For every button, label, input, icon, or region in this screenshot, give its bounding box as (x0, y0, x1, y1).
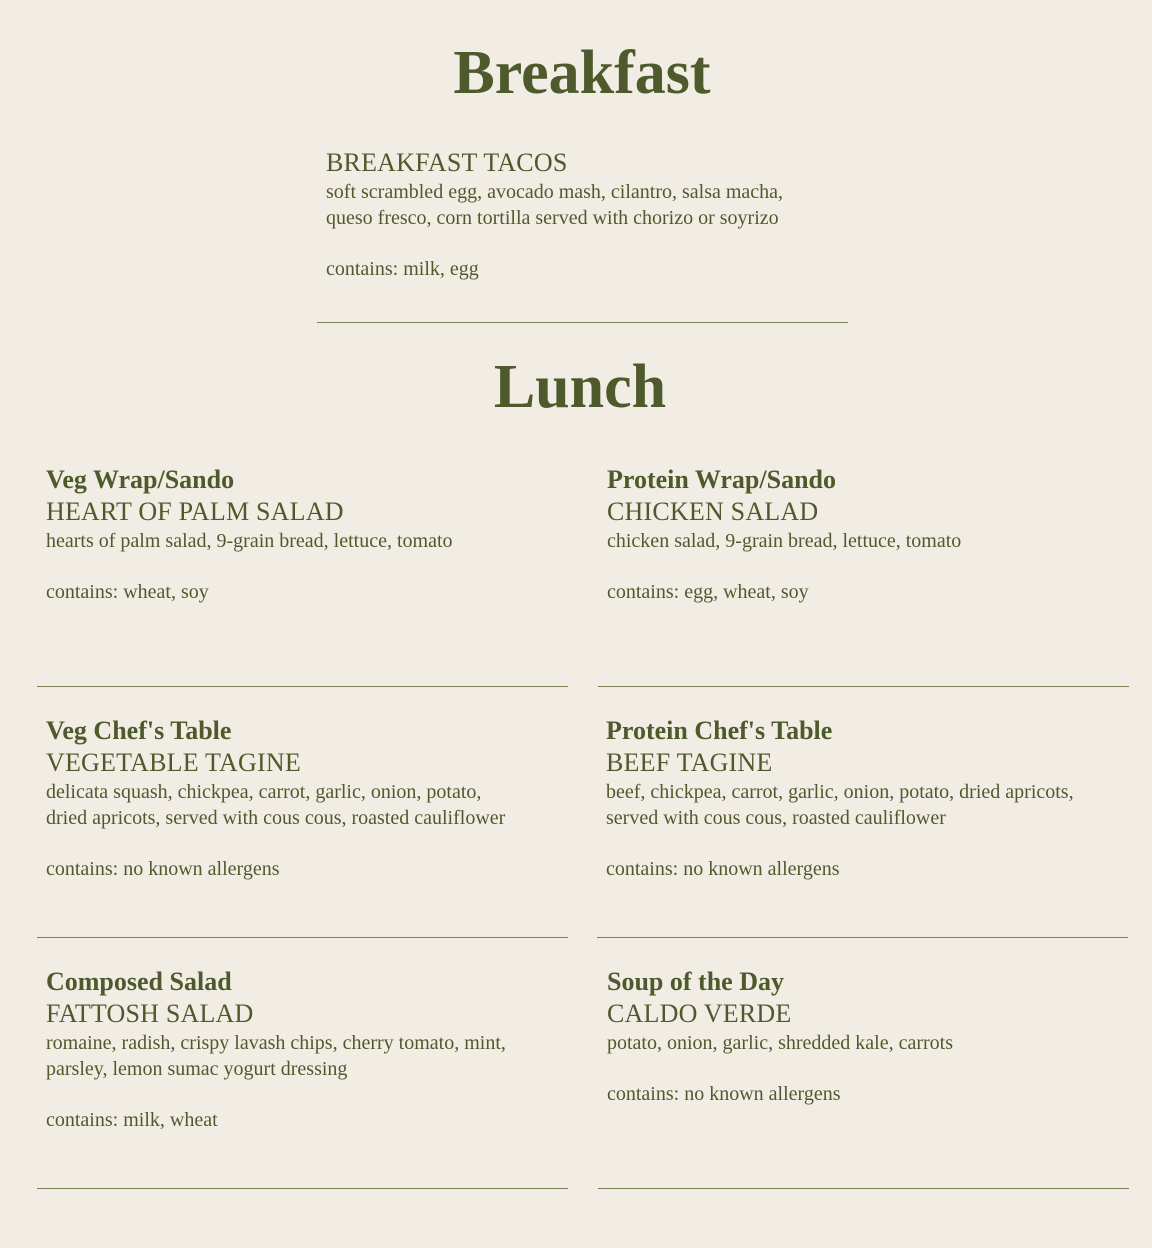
divider (597, 937, 1128, 938)
item-category: Veg Chef's Table (46, 716, 232, 745)
description-line: parsley, lemon sumac yogurt dressing (46, 1058, 348, 1080)
dish-name: CHICKEN SALAD (607, 497, 819, 526)
description-line: romaine, radish, crispy lavash chips, cherry tomato, mint, (46, 1032, 506, 1054)
allergen-note: contains: no known allergens (607, 1083, 841, 1105)
item-category: Soup of the Day (607, 967, 784, 996)
item-category: Veg Wrap/Sando (46, 465, 235, 494)
description-line: queso fresco, corn tortilla served with chorizo or soyrizo (326, 207, 779, 229)
description-line: soft scrambled egg, avocado mash, cilantro, salsa macha, (326, 181, 784, 203)
divider (317, 322, 848, 323)
dish-description (607, 1030, 953, 1056)
description-line: beef, chickpea, carrot, garlic, onion, potato, dried apricots, (606, 781, 1074, 803)
dish-description (46, 779, 505, 831)
breakfast-heading: Breakfast (453, 39, 711, 107)
dish-name: HEART OF PALM SALAD (46, 497, 344, 526)
dish-name: CALDO VERDE (607, 999, 792, 1028)
item-category: Composed Salad (46, 967, 232, 996)
description-line: dried apricots, served with cous cous, roasted cauliflower (46, 807, 506, 829)
divider (598, 1188, 1129, 1189)
dish-description (46, 528, 453, 554)
divider (37, 686, 568, 687)
allergen-note: contains: egg, wheat, soy (607, 581, 809, 603)
allergen-note: contains: no known allergens (46, 858, 280, 880)
item-category: Protein Wrap/Sando (607, 465, 836, 494)
description-line: delicata squash, chickpea, carrot, garlic, onion, potato, (46, 781, 482, 803)
dish-description (606, 779, 1074, 831)
dish-name: BEEF TAGINE (606, 748, 773, 777)
item-category: Protein Chef's Table (606, 716, 833, 745)
allergen-note: contains: wheat, soy (46, 581, 209, 603)
dish-description (46, 1030, 506, 1082)
allergen-note: contains: milk, wheat (46, 1109, 218, 1131)
description-line: chicken salad, 9-grain bread, lettuce, tomato (607, 530, 962, 552)
breakfast-item (326, 147, 783, 282)
description-line: served with cous cous, roasted cauliflower (606, 807, 946, 829)
lunch-item-protein-wrap (607, 464, 961, 605)
allergen-note: contains: no known allergens (606, 858, 840, 880)
lunch-item-veg-wrap (46, 464, 453, 605)
divider (37, 937, 568, 938)
dish-name: FATTOSH SALAD (46, 999, 254, 1028)
description-line: hearts of palm salad, 9-grain bread, lettuce, tomato (46, 530, 453, 552)
lunch-item-composed-salad (46, 966, 506, 1133)
lunch-item-soup-of-the-day (607, 966, 953, 1107)
allergen-note: contains: milk, egg (326, 258, 479, 280)
lunch-heading: Lunch (493, 353, 667, 421)
dish-description (607, 528, 961, 554)
description-line: potato, onion, garlic, shredded kale, carrots (607, 1032, 953, 1054)
lunch-item-veg-chefs-table (46, 715, 505, 882)
dish-description (326, 179, 783, 231)
dish-name: BREAKFAST TACOS (326, 148, 568, 177)
lunch-item-protein-chefs-table (606, 715, 1074, 882)
divider (37, 1188, 568, 1189)
dish-name: VEGETABLE TAGINE (46, 748, 301, 777)
divider (598, 686, 1129, 687)
